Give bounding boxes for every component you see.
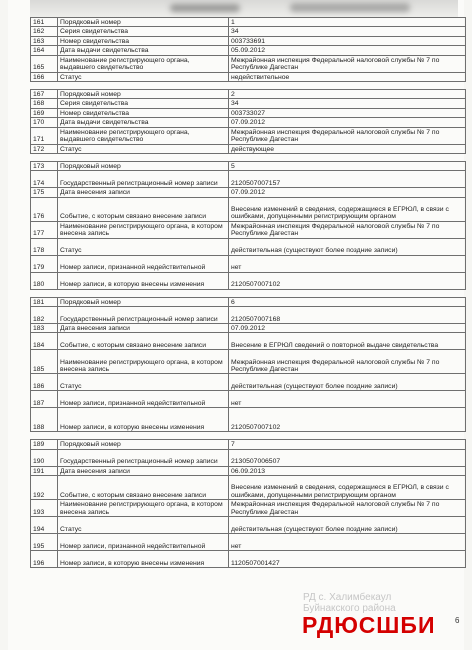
- table-row: [31, 221, 466, 238]
- stamp-text: [303, 592, 463, 614]
- row-value-cell: действующее: [229, 144, 466, 153]
- row-value-cell: Межрайонная инспекция Федеральной налоговой службы № 7 по Республике Дагестан: [229, 127, 466, 144]
- table-row: [31, 333, 466, 350]
- row-number-cell: 167: [31, 89, 58, 98]
- table-row: [31, 46, 466, 55]
- row-label-cell: Порядковый номер: [58, 297, 229, 306]
- row-number-cell: 193: [31, 500, 58, 517]
- table-row: [31, 476, 466, 500]
- gap-cell: [31, 432, 466, 440]
- row-label-cell: Наименование регистрирующего органа, выдавшего свидетельство: [58, 127, 229, 144]
- row-number-cell: 187: [31, 391, 58, 408]
- row-value-cell: нет: [229, 255, 466, 272]
- row-value-cell: нет: [229, 534, 466, 551]
- row-number-cell: 172: [31, 144, 58, 153]
- scan-header-blur: [30, 0, 458, 17]
- row-number-cell: 161: [31, 18, 58, 27]
- table-row: [31, 27, 466, 36]
- row-label-cell: Событие, с которым связано внесение записи: [58, 197, 229, 221]
- table-row: [31, 307, 466, 324]
- table-row: [31, 161, 466, 170]
- table-row: [31, 36, 466, 45]
- row-number-cell: 179: [31, 255, 58, 272]
- row-number-cell: 181: [31, 297, 58, 306]
- row-label-cell: Наименование регистрирующего органа, в котором внесена запись: [58, 350, 229, 374]
- row-number-cell: 192: [31, 476, 58, 500]
- row-number-cell: 186: [31, 374, 58, 391]
- row-label-cell: Государственный регистрационный номер записи: [58, 449, 229, 466]
- row-value-cell: 07.09.2012: [229, 324, 466, 333]
- table-row: [31, 534, 466, 551]
- row-number-cell: 180: [31, 272, 58, 289]
- row-label-cell: Порядковый номер: [58, 18, 229, 27]
- table-row: [31, 408, 466, 432]
- row-number-cell: 171: [31, 127, 58, 144]
- table-row: [31, 374, 466, 391]
- row-value-cell: Межрайонная инспекция Федеральной налоговой службы № 7 по Республике Дагестан: [229, 350, 466, 374]
- row-value-cell: 2: [229, 89, 466, 98]
- row-value-cell: 34: [229, 27, 466, 36]
- registry-table: [30, 17, 466, 568]
- table-row: [31, 238, 466, 255]
- blurred-text: [170, 4, 240, 12]
- table-row: [31, 144, 466, 153]
- row-number-cell: 190: [31, 449, 58, 466]
- stamp-line-2: Буйнакского района: [303, 603, 396, 614]
- row-value-cell: 1120507001427: [229, 551, 466, 568]
- row-label-cell: Номер свидетельства: [58, 108, 229, 117]
- row-value-cell: 2120507007157: [229, 171, 466, 188]
- table-row: [31, 324, 466, 333]
- row-label-cell: Дата внесения записи: [58, 466, 229, 475]
- table-row: [31, 440, 466, 449]
- table-gap-row: [31, 81, 466, 89]
- row-label-cell: Дата внесения записи: [58, 188, 229, 197]
- table-row: [31, 188, 466, 197]
- row-number-cell: 169: [31, 108, 58, 117]
- row-label-cell: Статус: [58, 374, 229, 391]
- row-label-cell: Наименование регистрирующего органа, в котором внесена запись: [58, 221, 229, 238]
- row-number-cell: 164: [31, 46, 58, 55]
- row-value-cell: Межрайонная инспекция Федеральной налоговой службы № 7 по Республике Дагестан: [229, 221, 466, 238]
- row-number-cell: 178: [31, 238, 58, 255]
- row-label-cell: Номер записи, в которую внесены изменения: [58, 272, 229, 289]
- table-gap-row: [31, 432, 466, 440]
- row-value-cell: 2130507006507: [229, 449, 466, 466]
- table-gap-row: [31, 153, 466, 161]
- table-row: [31, 118, 466, 127]
- row-number-cell: 174: [31, 171, 58, 188]
- row-label-cell: Дата внесения записи: [58, 324, 229, 333]
- row-value-cell: 07.09.2012: [229, 118, 466, 127]
- blurred-text: [290, 3, 410, 12]
- row-value-cell: Межрайонная инспекция Федеральной налоговой службы № 7 по Республике Дагестан: [229, 500, 466, 517]
- row-number-cell: 196: [31, 551, 58, 568]
- row-value-cell: Внесение изменений в сведения, содержащиеся в ЕГРЮЛ, в связи с ошибками, допущенными регистрирующим органом: [229, 197, 466, 221]
- table-row: [31, 72, 466, 81]
- row-number-cell: 184: [31, 333, 58, 350]
- row-value-cell: 2120507007102: [229, 272, 466, 289]
- table-row: [31, 99, 466, 108]
- watermark-logo-text: РДЮСШБИ: [302, 612, 436, 638]
- row-number-cell: 188: [31, 408, 58, 432]
- row-label-cell: Номер свидетельства: [58, 36, 229, 45]
- row-label-cell: Порядковый номер: [58, 161, 229, 170]
- row-number-cell: 173: [31, 161, 58, 170]
- row-label-cell: Номер записи, признанной недействительной: [58, 534, 229, 551]
- row-value-cell: Межрайонная инспекция Федеральной налоговой службы № 7 по Республике Дагестан: [229, 55, 466, 72]
- row-number-cell: 191: [31, 466, 58, 475]
- registry-table-body: [31, 18, 466, 568]
- row-label-cell: Порядковый номер: [58, 89, 229, 98]
- row-number-cell: 166: [31, 72, 58, 81]
- gap-cell: [31, 289, 466, 297]
- row-label-cell: Наименование регистрирующего органа, в котором внесена запись: [58, 500, 229, 517]
- table-row: [31, 350, 466, 374]
- row-value-cell: 06.09.2013: [229, 466, 466, 475]
- row-label-cell: Номер записи, признанной недействительной: [58, 255, 229, 272]
- row-value-cell: 1: [229, 18, 466, 27]
- row-label-cell: Серия свидетельства: [58, 27, 229, 36]
- row-value-cell: 07.09.2012: [229, 188, 466, 197]
- table-row: [31, 391, 466, 408]
- row-number-cell: 194: [31, 517, 58, 534]
- row-label-cell: Событие, с которым связано внесение записи: [58, 476, 229, 500]
- row-label-cell: Статус: [58, 238, 229, 255]
- row-label-cell: Наименование регистрирующего органа, выдавшего свидетельство: [58, 55, 229, 72]
- row-value-cell: действительная (существуют более поздние записи): [229, 517, 466, 534]
- row-value-cell: нет: [229, 391, 466, 408]
- row-label-cell: Дата выдачи свидетельства: [58, 46, 229, 55]
- row-number-cell: 165: [31, 55, 58, 72]
- table-row: [31, 197, 466, 221]
- row-label-cell: Номер записи, в которую внесены изменения: [58, 551, 229, 568]
- row-value-cell: Внесение изменений в сведения, содержащиеся в ЕГРЮЛ, в связи с ошибками, допущенными регистрирующим органом: [229, 476, 466, 500]
- row-number-cell: 185: [31, 350, 58, 374]
- row-label-cell: Дата выдачи свидетельства: [58, 118, 229, 127]
- row-label-cell: Номер записи, в которую внесены изменения: [58, 408, 229, 432]
- row-label-cell: Серия свидетельства: [58, 99, 229, 108]
- table-row: [31, 272, 466, 289]
- table-row: [31, 466, 466, 475]
- table-row: [31, 517, 466, 534]
- row-label-cell: Государственный регистрационный номер записи: [58, 307, 229, 324]
- gap-cell: [31, 153, 466, 161]
- row-label-cell: Государственный регистрационный номер записи: [58, 171, 229, 188]
- row-label-cell: Порядковый номер: [58, 440, 229, 449]
- row-number-cell: 195: [31, 534, 58, 551]
- row-value-cell: Внесение в ЕГРЮЛ сведений о повторной выдаче свидетельства: [229, 333, 466, 350]
- row-value-cell: 7: [229, 440, 466, 449]
- table-row: [31, 449, 466, 466]
- table-row: [31, 171, 466, 188]
- row-number-cell: 162: [31, 27, 58, 36]
- row-number-cell: 168: [31, 99, 58, 108]
- table-row: [31, 127, 466, 144]
- row-value-cell: действительная (существуют более поздние записи): [229, 374, 466, 391]
- table-row: [31, 55, 466, 72]
- table-gap-row: [31, 289, 466, 297]
- row-number-cell: 182: [31, 307, 58, 324]
- table-row: [31, 108, 466, 117]
- row-value-cell: 05.09.2012: [229, 46, 466, 55]
- page-number: 6: [455, 616, 460, 625]
- row-label-cell: Статус: [58, 517, 229, 534]
- row-value-cell: 003733027: [229, 108, 466, 117]
- table-row: [31, 255, 466, 272]
- stamp-line-1: РД с. Халимбекаул: [303, 592, 392, 603]
- row-value-cell: 003733691: [229, 36, 466, 45]
- table-row: [31, 500, 466, 517]
- row-value-cell: действительная (существуют более поздние записи): [229, 238, 466, 255]
- row-label-cell: Событие, с которым связано внесение записи: [58, 333, 229, 350]
- row-label-cell: Статус: [58, 72, 229, 81]
- table-row: [31, 551, 466, 568]
- row-value-cell: 34: [229, 99, 466, 108]
- row-label-cell: Номер записи, признанной недействительной: [58, 391, 229, 408]
- row-number-cell: 189: [31, 440, 58, 449]
- row-value-cell: 2120507007168: [229, 307, 466, 324]
- row-number-cell: 163: [31, 36, 58, 45]
- row-number-cell: 183: [31, 324, 58, 333]
- row-number-cell: 176: [31, 197, 58, 221]
- row-value-cell: 2120507007102: [229, 408, 466, 432]
- gap-cell: [31, 81, 466, 89]
- row-value-cell: 5: [229, 161, 466, 170]
- table-row: [31, 297, 466, 306]
- row-number-cell: 177: [31, 221, 58, 238]
- row-number-cell: 175: [31, 188, 58, 197]
- row-number-cell: 170: [31, 118, 58, 127]
- row-value-cell: недействительное: [229, 72, 466, 81]
- table-row: [31, 89, 466, 98]
- table-row: [31, 18, 466, 27]
- row-label-cell: Статус: [58, 144, 229, 153]
- row-value-cell: 6: [229, 297, 466, 306]
